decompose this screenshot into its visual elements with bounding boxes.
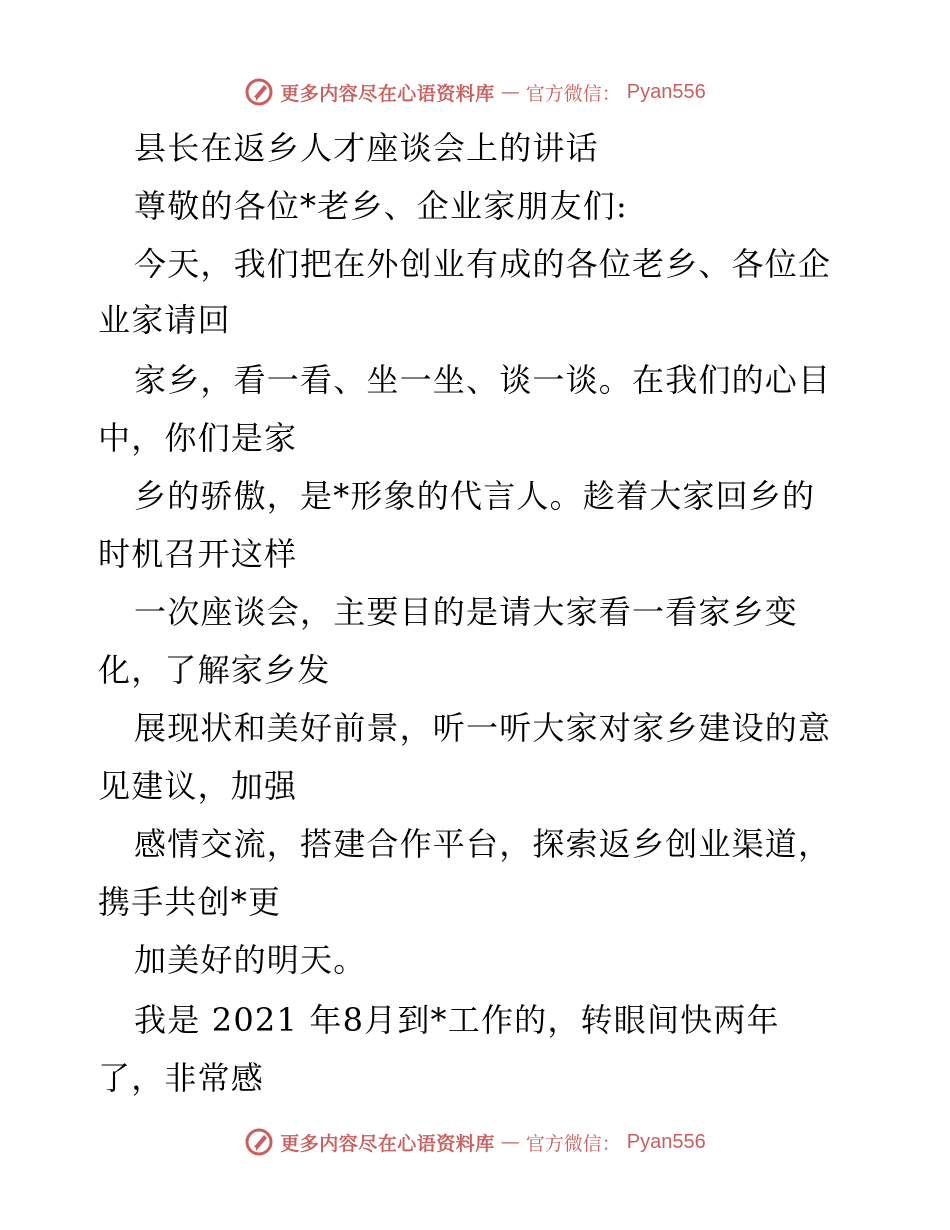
paragraph-line: 了，非常感 (98, 1059, 265, 1097)
watermark-wechat-id: Pyan556 (626, 80, 706, 103)
watermark-official-label: 官方微信： (525, 82, 621, 105)
watermark-official-label: 官方微信： (525, 1132, 621, 1155)
pen-nib-circle-icon (244, 1127, 274, 1157)
watermark-main-text: 更多内容尽在心语资料库 (280, 82, 495, 105)
paragraph-line: 携手共创*更 (98, 883, 282, 921)
document-title: 县长在返乡人才座谈会上的讲话 (134, 129, 599, 167)
pen-nib-circle-icon (244, 77, 274, 107)
header-watermark (0, 72, 950, 112)
paragraph-line: 中，你们是家 (98, 419, 298, 457)
paragraph-line: 感情交流，搭建合作平台，探索返乡创业渠道， (134, 825, 832, 863)
paragraph-line: 时机召开这样 (98, 535, 298, 573)
watermark-separator: — (500, 81, 520, 103)
watermark-separator: — (500, 1131, 520, 1153)
paragraph-line: 化，了解家乡发 (98, 651, 331, 689)
watermark-main-text: 更多内容尽在心语资料库 (280, 1132, 495, 1155)
paragraph-line: 今天，我们把在外创业有成的各位老乡、各位企 (134, 245, 832, 283)
paragraph-line: 一次座谈会，主要目的是请大家看一看家乡变 (134, 593, 799, 631)
paragraph-line: 我是 2021 年8月到*工作的，转眼间快两年 (134, 1001, 780, 1039)
paragraph-line: 业家请回 (98, 301, 231, 339)
footer-watermark (0, 1122, 950, 1162)
paragraph-line: 展现状和美好前景，听一听大家对家乡建设的意 (134, 709, 832, 747)
paragraph-line: 乡的骄傲，是*形象的代言人。趁着大家回乡的 (134, 477, 816, 515)
document-salutation: 尊敬的各位*老乡、企业家朋友们: (134, 187, 628, 225)
paragraph-line: 见建议，加强 (98, 767, 298, 805)
paragraph-line: 家乡，看一看、坐一坐、谈一谈。在我们的心目 (134, 361, 832, 399)
watermark-wechat-id: Pyan556 (626, 1130, 706, 1153)
paragraph-line: 加美好的明天。 (134, 941, 367, 979)
